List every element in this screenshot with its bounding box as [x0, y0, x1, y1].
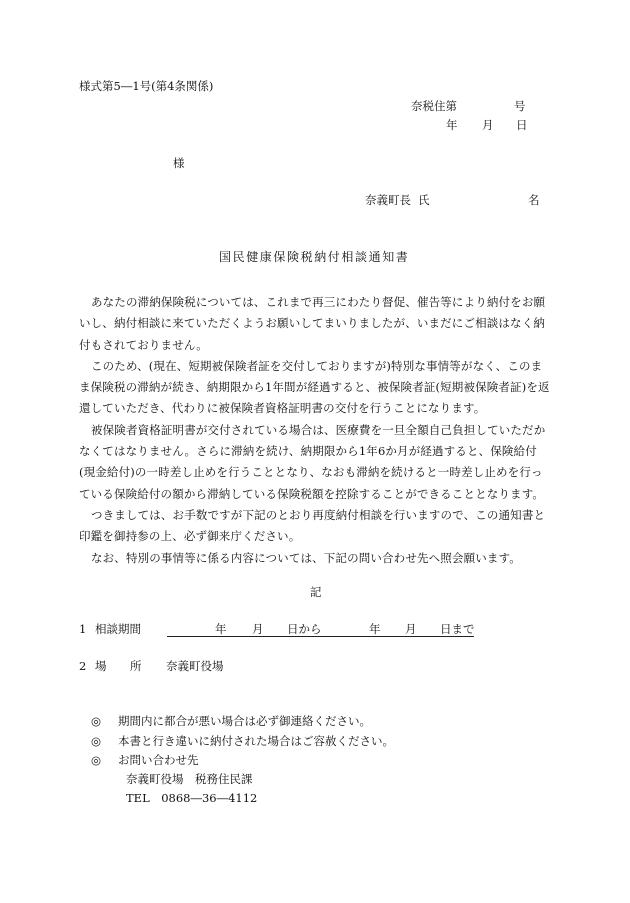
recipient-honorific: 様: [173, 156, 185, 170]
place-label-1: 場: [95, 659, 107, 673]
place-label-2: 所: [130, 659, 142, 673]
period-year-1: 年: [215, 622, 227, 636]
period-underline: [167, 636, 474, 637]
period-year-2: 年: [369, 622, 381, 636]
note-bullet-1: ◎: [91, 714, 102, 728]
note-bullet-3: ◎: [91, 753, 102, 767]
period-day-from: 日から: [287, 622, 322, 636]
paragraph-2: このため、(現在、短期被保険者証を交付しておりますが)特別な事情等がなく、このまま保険税の滞納が続き、納期限から1年間が経過すると、被保険者証(短期被保険者証)を返還していただき、代わりに被保険者資格証明書の交付を行うことになります。: [79, 358, 550, 416]
paragraph-5: なお、特別の事情等に係る内容については、下記の問い合わせ先へ照会願います。: [91, 550, 521, 565]
tax-number-prefix: 奈税住第: [411, 99, 457, 113]
paragraph-3: 被保険者資格証明書が交付されている場合は、医療費を一旦全額自己負担していただかなくてはなりません。さらに滞納を続け、納期限から1年6か月が経過すると、保険給付(現金給付)の一時差し止めを行うこととなり、なおも滞納を続けると一時差し止めを行っている保険給付の額から滞納している保険税額を控除することができることとなります。: [79, 422, 546, 501]
note-1: 期間内に都合が悪い場合は必ず御連絡ください。: [118, 714, 371, 728]
period-number: 1: [79, 622, 87, 636]
contact-office: 奈義町役場 税務住民課: [126, 772, 253, 786]
place-number: 2: [79, 659, 87, 673]
paragraph-4: つきましては、お手数ですが下記のとおり再度納付相談を行いますので、この通知書と印鑑を御持参の上、必ず御来庁ください。: [79, 507, 546, 544]
note-2: 本書と行き違いに納付された場合はご容赦ください。: [118, 734, 394, 748]
place-value: 奈義町役場: [166, 659, 224, 673]
period-month-1: 月: [252, 622, 264, 636]
date-day-label: 日: [516, 118, 528, 132]
date-year-label: 年: [446, 118, 458, 132]
document-title: 国民健康保険税納付相談通知書: [219, 250, 410, 264]
note-3-contact-heading: お問い合わせ先: [118, 753, 199, 767]
date-month-label: 月: [482, 118, 494, 132]
ki-heading: 記: [310, 585, 322, 599]
paragraph-1: あなたの滞納保険税については、これまで再三にわたり督促、催告等により納付をお願いし、納付相談に来ていただくようお願いしてまいりましたが、いまだにご相談はなく納付もされておりません。: [79, 295, 546, 352]
period-day-until: 日まで: [440, 622, 475, 636]
form-number: 様式第5―1号(第4条関係): [79, 79, 214, 93]
sender-name-label-end: 名: [528, 193, 540, 207]
period-label: 相談期間: [95, 622, 141, 636]
note-bullet-2: ◎: [91, 734, 102, 748]
body-text: [79, 292, 553, 569]
sender-name-label: 氏: [418, 193, 430, 207]
contact-tel: TEL 0868―36―4112: [126, 791, 258, 805]
sender-title: 奈義町長: [365, 193, 411, 207]
tax-number-suffix: 号: [514, 99, 526, 113]
period-month-2: 月: [405, 622, 417, 636]
